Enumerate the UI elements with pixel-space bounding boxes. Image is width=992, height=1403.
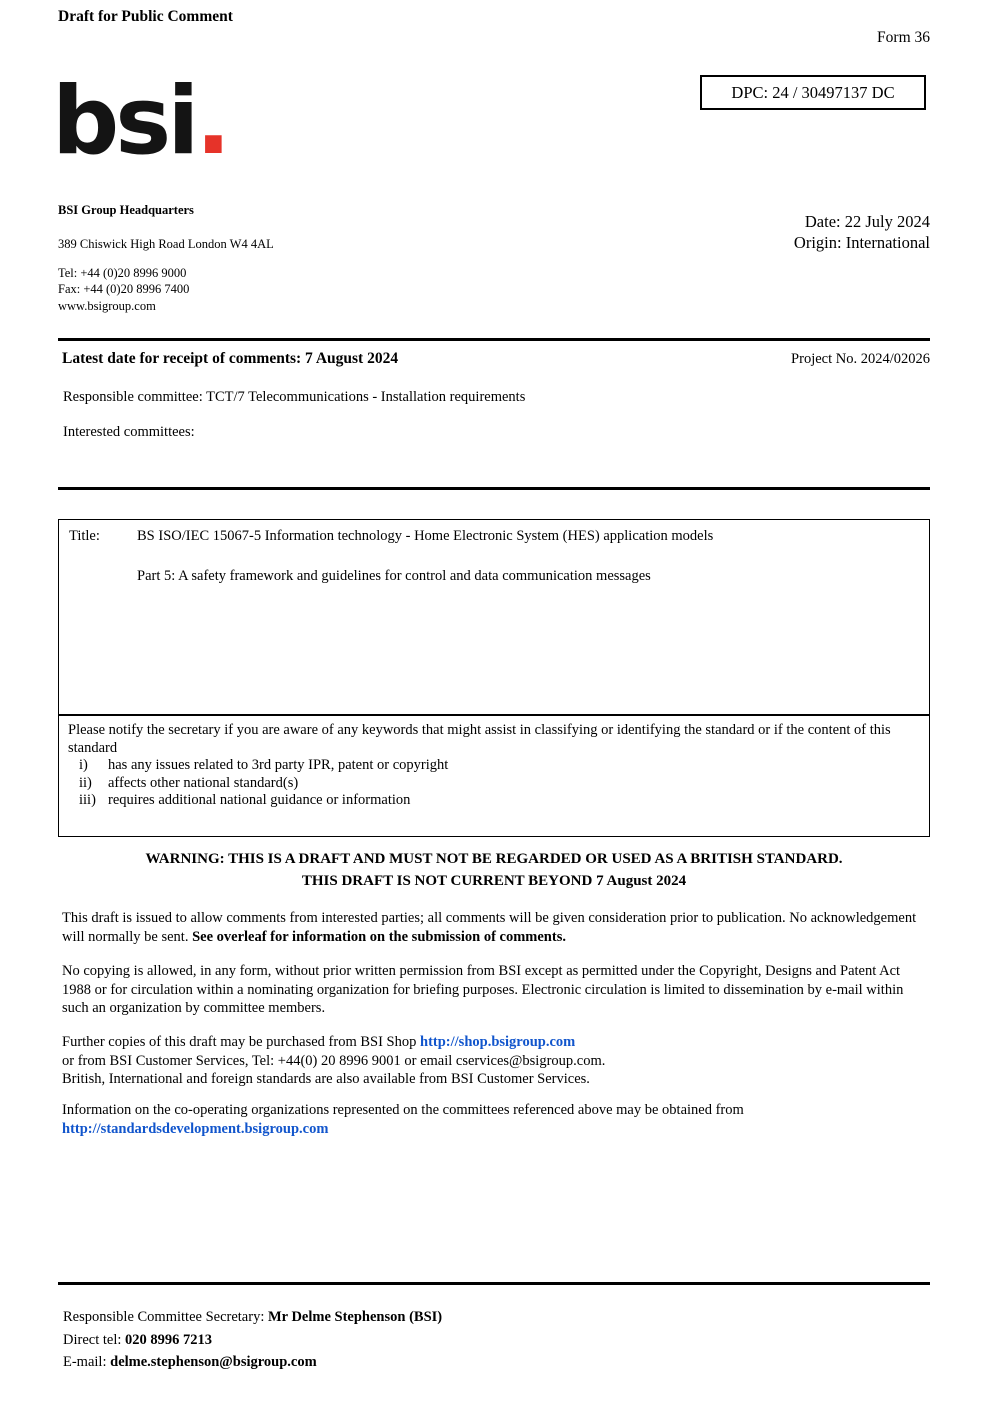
title-line2: Part 5: A safety framework and guidelines for control and data communication messages	[137, 568, 651, 584]
keywords-item	[79, 792, 919, 810]
para1-bold-text: See overleaf for information on the submission of comments.	[192, 928, 566, 945]
email-line	[63, 1351, 442, 1374]
comments-issue-paragraph	[62, 909, 930, 946]
draft-warning	[58, 849, 930, 892]
cooperating-orgs-paragraph	[62, 1101, 930, 1138]
project-number: Project No. 2024/02026	[791, 351, 930, 367]
direct-tel-label: Direct tel:	[63, 1331, 126, 1348]
bsi-logo-red-dot: .	[195, 67, 228, 176]
title-box	[58, 519, 930, 715]
contact-phone-block	[58, 266, 189, 297]
fax-line: Fax: +44 (0)20 8996 7400	[58, 281, 190, 296]
comments-deadline-row	[58, 350, 930, 368]
bsi-shop-link[interactable]: http://shop.bsigroup.com	[420, 1034, 576, 1050]
title-line1: BS ISO/IEC 15067-5 Information technology - Home Electronic System (HES) application models	[137, 528, 714, 544]
date-line: Date: 22 July 2024	[804, 212, 930, 231]
secretary-contact-block	[63, 1306, 442, 1374]
title-label: Title:	[69, 528, 100, 544]
standards-development-link[interactable]: http://standardsdevelopment.bsigroup.com	[62, 1120, 329, 1137]
keywords-item-text: has any issues related to 3rd party IPR, patent or copyright	[108, 757, 449, 773]
divider	[58, 487, 930, 490]
warning-line1: WARNING: THIS IS A DRAFT AND MUST NOT BE REGARDED OR USED AS A BRITISH STANDARD.	[145, 851, 843, 867]
keywords-notice-box	[58, 715, 930, 837]
interested-committees-line: Interested committees:	[63, 424, 195, 440]
para1-text: This draft is issued to allow comments from interested parties; all comments will be given consideration prior to publication. No acknowledgement will normally be sent.	[62, 910, 917, 945]
purchase-line1	[62, 1033, 930, 1052]
cooperating-orgs-text: Information on the co-operating organizations represented on the committees referenced above may be obtained from	[62, 1102, 744, 1118]
hq-label: BSI Group Headquarters	[58, 203, 194, 217]
email-value: delme.stephenson@bsigroup.com	[110, 1354, 317, 1370]
email-label: E-mail:	[63, 1354, 111, 1370]
keywords-item-text: affects other national standard(s)	[108, 774, 299, 791]
secretary-line	[63, 1306, 442, 1329]
date-origin-block	[794, 211, 930, 253]
dpc-number-box	[700, 75, 926, 110]
latest-date-label: Latest date for receipt of comments: 7 August 2024	[62, 350, 399, 367]
responsible-committee-line: Responsible committee: TCT/7 Telecommunications - Installation requirements	[63, 389, 526, 405]
hq-address: 389 Chiswick High Road London W4 4AL	[58, 237, 274, 251]
purchase-line1-text: Further copies of this draft may be purchased from BSI Shop	[62, 1034, 420, 1050]
origin-line: Origin: International	[793, 233, 930, 252]
keywords-item-marker: iii)	[79, 792, 96, 808]
draft-for-public-comment-label: Draft for Public Comment	[58, 8, 233, 25]
bsi-logo-text: bsi	[52, 67, 196, 176]
keywords-item-text: requires additional national guidance or information	[108, 792, 411, 808]
keywords-item-marker: ii)	[79, 774, 92, 791]
tel-line: Tel: +44 (0)20 8996 9000	[58, 266, 187, 280]
divider	[58, 1282, 930, 1285]
secretary-name: Mr Delme Stephenson (BSI)	[267, 1309, 443, 1325]
bsi-logo	[52, 67, 228, 176]
warning-line2: THIS DRAFT IS NOT CURRENT BEYOND 7 August 2024	[301, 872, 687, 889]
secretary-label: Responsible Committee Secretary:	[63, 1309, 268, 1325]
dpc-number-text: DPC: 24 / 30497137 DC	[731, 82, 895, 102]
keywords-item	[79, 775, 919, 793]
direct-tel-value: 020 8996 7213	[125, 1331, 213, 1348]
direct-tel-line	[63, 1329, 442, 1352]
title-content	[137, 528, 713, 706]
website-line: www.bsigroup.com	[58, 299, 156, 313]
keywords-item-marker: i)	[79, 757, 88, 773]
purchase-line3: British, International and foreign standards are also available from BSI Customer Services.	[62, 1071, 590, 1087]
form-number-label: Form 36	[877, 29, 930, 46]
purchase-line2: or from BSI Customer Services, Tel: +44(0) 20 8996 9001 or email cservices@bsigroup.com.	[62, 1052, 606, 1069]
divider	[58, 338, 930, 341]
purchase-info-paragraph	[62, 1033, 930, 1089]
keywords-intro: Please notify the secretary if you are aware of any keywords that might assist in classifying or identifying the standard or if the content of this standard	[68, 722, 891, 756]
copyright-paragraph: No copying is allowed, in any form, without prior written permission from BSI except as permitted under the Copyright, Designs and Patent Act 1988 or for circulation within a nominating organization for briefing purposes. Electronic circulation is limited to dissemination by e-mail within such an organization by committee members.	[62, 963, 904, 1016]
keywords-item	[79, 757, 919, 775]
